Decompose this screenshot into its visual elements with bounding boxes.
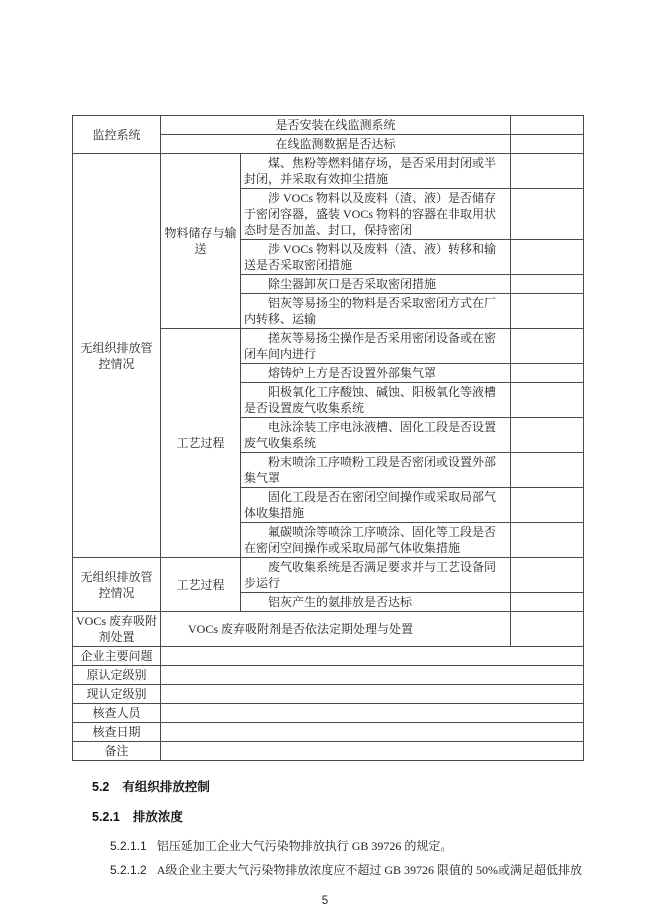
- row-label-inspection-date: 核查日期: [73, 723, 161, 742]
- table-row: [73, 723, 584, 742]
- result-cell: [511, 329, 584, 364]
- fill-in-cell: [161, 685, 584, 704]
- clause-text: 铝压延加工企业大气污染物排放执行 GB 39726 的规定。: [156, 839, 453, 853]
- group-label-material-storage-transport: 物料储存与输送: [161, 154, 241, 329]
- result-cell: [511, 453, 584, 488]
- row-label-current-grade: 现认定级别: [73, 685, 161, 704]
- table-row: [73, 612, 584, 647]
- section-title: 有组织排放控制: [122, 780, 210, 794]
- table-row: [73, 558, 584, 593]
- table-row: [73, 154, 584, 189]
- question-cell: 粉末喷涂工序喷粉工段是否密闭或设置外部集气罩: [241, 453, 511, 488]
- fill-in-cell: [161, 723, 584, 742]
- clause-text: A级企业主要大气污染物排放浓度应不超过 GB 39726 限值的 50%或满足超低排放: [156, 863, 583, 877]
- table-row: [73, 704, 584, 723]
- result-cell: [511, 383, 584, 418]
- group-label-process: 工艺过程: [161, 329, 241, 558]
- section-number: 5.2: [92, 780, 110, 794]
- question-cell: 涉 VOCs 物料以及废料（渣、液）是否储存于密闭容器，盛装 VOCs 物料的容器在非取用状态时是否加盖、封口，保持密闭: [241, 189, 511, 240]
- table-row: [73, 666, 584, 685]
- inspection-checklist-table: [72, 115, 584, 761]
- question-cell: 电泳涂装工序电泳液槽、固化工段是否设置废气收集系统: [241, 418, 511, 453]
- question-cell: 是否安装在线监测系统: [161, 116, 511, 135]
- result-cell: [511, 135, 584, 154]
- page-number: 5: [321, 895, 329, 907]
- result-cell: [511, 558, 584, 593]
- question-cell: 搓灰等易扬尘操作是否采用密闭设备或在密闭车间内进行: [241, 329, 511, 364]
- question-cell: 熔铸炉上方是否设置外部集气罩: [241, 364, 511, 383]
- fill-in-cell: [161, 647, 584, 666]
- section-heading-5-2: [92, 780, 650, 794]
- clause-5-2-1-1: [110, 838, 638, 854]
- result-cell: [511, 275, 584, 294]
- result-cell: [511, 418, 584, 453]
- question-cell: 除尘器卸灰口是否采取密闭措施: [241, 275, 511, 294]
- row-label-main-problems: 企业主要问题: [73, 647, 161, 666]
- section-number: 5.2.1: [92, 810, 120, 824]
- question-cell: 铝灰产生的氨排放是否达标: [241, 593, 511, 612]
- row-label-monitoring-system: 监控系统: [73, 116, 161, 154]
- question-cell: 煤、焦粉等燃料储存场，是否采用封闭或半封闭，并采取有效抑尘措施: [241, 154, 511, 189]
- clause-5-2-1-2: [110, 862, 638, 878]
- result-cell: [511, 294, 584, 329]
- clause-number: 5.2.1.1: [110, 839, 147, 853]
- result-cell: [511, 488, 584, 523]
- table-row: [73, 685, 584, 704]
- row-label-inspectors: 核查人员: [73, 704, 161, 723]
- row-label-unorganized-emissions: 无组织排放管控情况: [73, 154, 161, 558]
- group-label-process-2: 工艺过程: [161, 558, 241, 612]
- question-cell: 涉 VOCs 物料以及废料（渣、液）转移和输送是否采取密闭措施: [241, 240, 511, 275]
- row-label-original-grade: 原认定级别: [73, 666, 161, 685]
- question-cell: 在线监测数据是否达标: [161, 135, 511, 154]
- question-cell: 废气收集系统是否满足要求并与工艺设备同步运行: [241, 558, 511, 593]
- fill-in-cell: [161, 666, 584, 685]
- row-label-unorganized-emissions-2: 无组织排放管控情况: [73, 558, 161, 612]
- result-cell: [511, 189, 584, 240]
- question-cell: 阳极氧化工序酸蚀、碱蚀、阳极氧化等液槽是否设置废气收集系统: [241, 383, 511, 418]
- question-cell: VOCs 废弃吸附剂是否依法定期处理与处置: [161, 612, 511, 647]
- clause-number: 5.2.1.2: [110, 863, 147, 877]
- table-row: [73, 116, 584, 135]
- result-cell: [511, 240, 584, 275]
- result-cell: [511, 612, 584, 647]
- result-cell: [511, 154, 584, 189]
- result-cell: [511, 593, 584, 612]
- result-cell: [511, 116, 584, 135]
- question-cell: 固化工段是否在密闭空间操作或采取局部气体收集措施: [241, 488, 511, 523]
- section-title: 排放浓度: [132, 810, 183, 824]
- fill-in-cell: [161, 742, 584, 761]
- table-row: [73, 742, 584, 761]
- section-heading-5-2-1: [92, 810, 650, 824]
- fill-in-cell: [161, 704, 584, 723]
- result-cell: [511, 523, 584, 558]
- table-row: [73, 647, 584, 666]
- row-label-remarks: 备注: [73, 742, 161, 761]
- result-cell: [511, 364, 584, 383]
- question-cell: 铝灰等易扬尘的物料是否采取密闭方式在厂内转移、运输: [241, 294, 511, 329]
- question-cell: 氟碳喷涂等喷涂工序喷涂、固化等工段是否在密闭空间操作或采取局部气体收集措施: [241, 523, 511, 558]
- row-label-vocs-adsorbent-disposal: VOCs 废弃吸附剂处置: [73, 612, 161, 647]
